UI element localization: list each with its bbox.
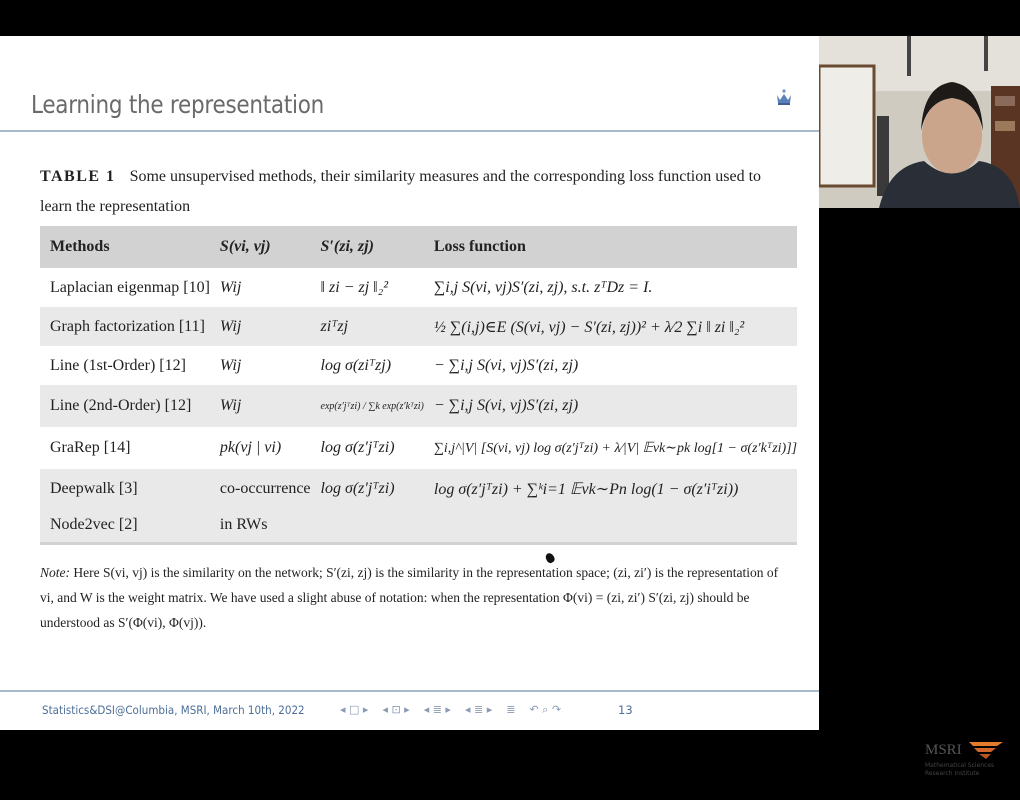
note-label: Note: (40, 565, 70, 580)
table-row (40, 427, 797, 469)
cell-method: Laplacian eigenmap [10] (50, 278, 210, 296)
cell-similarity-prime: ziᵀzj (311, 307, 424, 346)
table-row (40, 469, 797, 508)
cell-similarity: in RWs (210, 508, 311, 542)
table-header-row (40, 226, 797, 268)
title-divider (0, 130, 819, 132)
speaker-video-panel (819, 36, 1020, 208)
cell-similarity: Wij (210, 385, 311, 427)
cell-loss: ½ ∑(i,j)∈E (S(vi, vj) − S′(zi, zj))² + λ⁄2 ∑i ‖ zi ‖₂² (424, 307, 797, 346)
cell-loss (424, 508, 797, 542)
cell-method: Deepwalk [3] (40, 469, 210, 508)
table-row (40, 346, 797, 385)
presentation-slide (0, 36, 819, 730)
slide-title: Learning the representation (31, 90, 325, 119)
msri-name: MSRI (925, 742, 962, 758)
msri-logo (925, 742, 1015, 792)
header-methods: Methods (40, 226, 210, 268)
table-row (40, 508, 797, 542)
footer-divider (0, 690, 819, 692)
nav-section-icon[interactable]: ◂ ≣ ▸ (423, 703, 451, 716)
cell-method: Node2vec [2] (40, 508, 210, 542)
table-caption-text: Some unsupervised methods, their similarity measures and the corresponding loss function used to learn the representation (40, 168, 762, 215)
table-label: TABLE 1 (40, 168, 116, 185)
cell-similarity-prime: log σ(z′jᵀzi) (320, 439, 395, 456)
cell-similarity: co-occurrence (210, 469, 311, 508)
cell-loss: − ∑i,j S(vi, vj)S′(zi, zj) (433, 356, 579, 374)
cell-similarity: Wij (210, 307, 311, 346)
table-bottom-rule (40, 542, 797, 545)
table-row (40, 268, 797, 307)
table-caption (40, 162, 780, 222)
nav-search-back-forward-icon[interactable]: ↶ ⌕ ↷ (529, 703, 562, 716)
cell-loss: log σ(z′jᵀzi) + ∑ᵏi=1 𝔼vk∼Pn log(1 − σ(z′iᵀzi)) (424, 469, 797, 508)
columbia-crown-icon (775, 88, 793, 106)
header-loss-function: Loss function (424, 226, 797, 268)
cell-loss: − ∑i,j S(vi, vj)S′(zi, zj) (424, 385, 797, 427)
cell-loss: ∑i,j^|V| [S(vi, vj) log σ(z′jᵀzi) + λ⁄|V| 𝔼vk∼pk log[1 − σ(z′kᵀzi)]] (433, 440, 798, 456)
nav-subsection-icon[interactable]: ◂ ⊡ ▸ (382, 703, 410, 716)
cell-similarity-prime (311, 508, 424, 542)
cell-method: GraRep [14] (50, 439, 131, 456)
nav-document-icon[interactable]: ≣ (506, 703, 516, 716)
cell-method: Line (2nd-Order) [12] (40, 385, 210, 427)
cell-loss: ∑i,j S(vi, vj)S′(zi, zj), s.t. zᵀDz = I. (433, 278, 653, 296)
cell-similarity: pk(vj | vi) (219, 439, 282, 456)
page-number: 13 (618, 703, 633, 717)
nav-frame-icon[interactable]: ◂ □ ▸ (340, 703, 369, 716)
cell-similarity-prime: ‖ zi − zj ‖₂² (320, 278, 388, 296)
cell-method: Line (1st-Order) [12] (50, 356, 186, 374)
beamer-navigation (340, 703, 561, 717)
table-row (40, 307, 797, 346)
header-similarity: S(vi, vj) (210, 226, 311, 268)
note-text: Here S(vi, vj) is the similarity on the network; S′(zi, zj) is the similarity in the representation space; (zi, zi′) is the representation of vi, and W is the weight matrix. We have used a slight abuse of notation: when the representation Φ(vi) = (zi, zi′) S′(zi, zj) should be understood as S′(Φ(vi), Φ(vj)). (40, 565, 779, 630)
cell-method: Graph factorization [11] (40, 307, 210, 346)
cell-similarity-prime: log σ(ziᵀzj) (320, 356, 392, 374)
footer-affiliation: Statistics&DSI@Columbia, MSRI, March 10th, 2022 (42, 703, 305, 717)
webcam-feed (819, 36, 1020, 208)
cell-similarity: Wij (219, 278, 242, 296)
msri-logo-icon (969, 742, 1003, 760)
nav-subsection-list-icon[interactable]: ◂ ≣ ▸ (464, 703, 493, 716)
table-row (40, 385, 797, 427)
table-note (40, 560, 790, 635)
methods-table (40, 226, 797, 545)
cell-similarity-prime: log σ(z′jᵀzi) (311, 469, 424, 508)
cell-similarity: Wij (219, 356, 242, 374)
msri-subtitle: Mathematical Sciences Research Institute (925, 762, 995, 777)
header-similarity-prime: S′(zi, zj) (311, 226, 424, 268)
cell-similarity-prime: exp(z′jᵀzi) / ∑k exp(z′kᵀzi) (311, 385, 424, 427)
